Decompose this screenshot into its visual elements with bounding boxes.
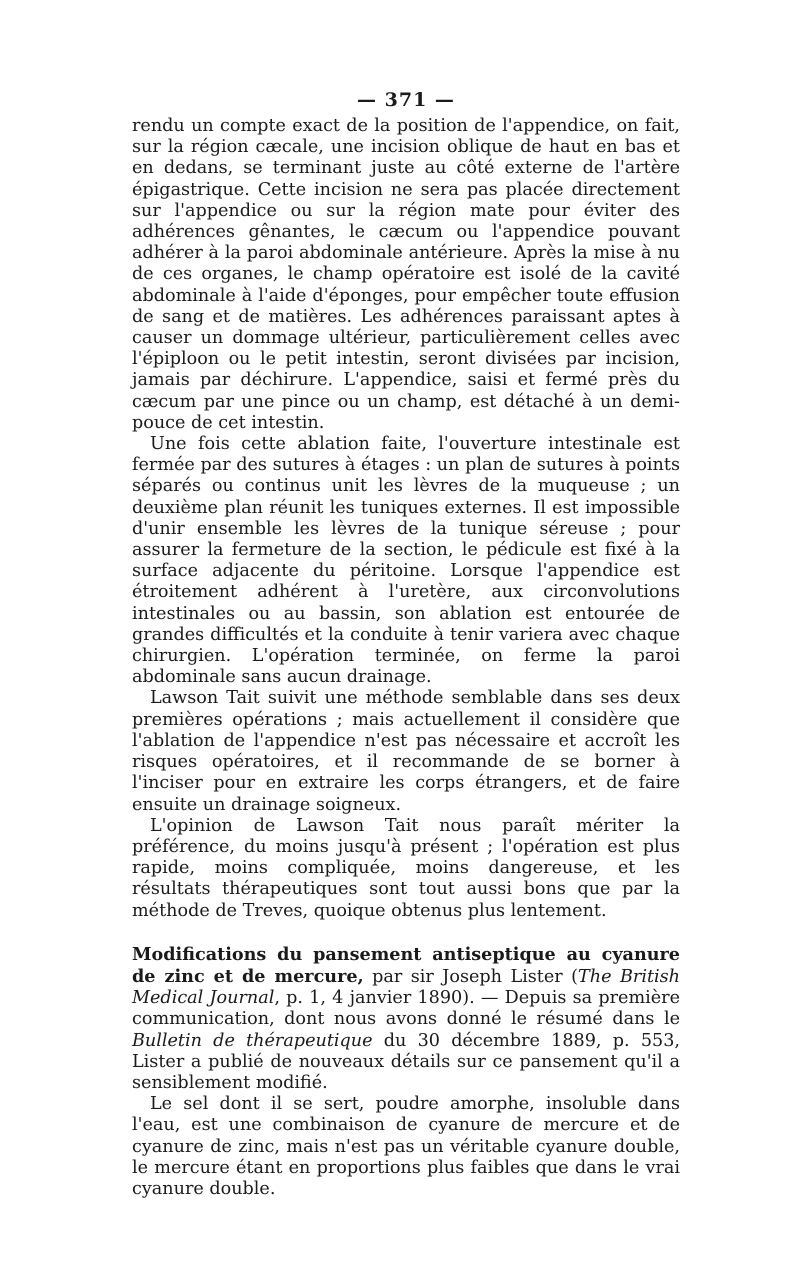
section-cyanide-dressing: [132, 944, 680, 1200]
section-citation: , p. 1, 4 janvier 1890). — Depuis sa première communication, dont nous avons donné le résumé dans le: [132, 988, 680, 1030]
book-page: [132, 88, 680, 1200]
journal-title: The British Medical Journal: [132, 966, 681, 1009]
page-number: — 371 —: [357, 89, 455, 111]
bulletin-title: Bulletin de thérapeutique: [132, 1030, 373, 1051]
section-citation-rest: du 30 décembre 1889, p. 553, Lister a publié de nouveaux détails sur ce pansement qu'il a sensiblement modifié.: [132, 1030, 680, 1093]
paragraph-lawson-tait-method: Lawson Tait suivit une méthode semblable dans ses deux premières opérations ; mais actuellement il considère que l'ablation de l'appendice n'est pas nécessaire et accroît les risques opératoires, et il recommande de se borner à l'inciser pour en extraire les corps étrangers, et de faire ensuite un drainage soigneux.: [132, 688, 680, 815]
paragraph-lawson-tait-opinion: L'opinion de Lawson Tait nous paraît mériter la préférence, du moins jusqu'à présent ; l'opération est plus rapide, moins compliquée, moins dangereuse, et les résultats thérapeutiques sont tout aussi bons que par la méthode de Treves, quoique obtenus plus lentement.: [132, 815, 680, 921]
section-byline: par sir Joseph Lister (: [363, 966, 579, 987]
paragraph-appendix-incision: rendu un compte exact de la position de l'appendice, on fait, sur la région cæcale, une incision oblique de haut en bas et en dedans, se terminant juste au côté externe de l'artère épigastrique. Cette incision ne sera pas placée directement sur l'appendice ou sur la région mate pour éviter des adhérences gênantes, le cæcum ou l'appendice pouvant adhérer à la paroi abdominale antérieure. Après la mise à nu de ces organes, le champ opératoire est isolé de la cavité abdominale à l'aide d'éponges, pour empêcher toute effusion de sang et de matières. Les adhérences paraissant aptes à causer un dommage ultérieur, particulièrement celles avec l'épiploon ou le petit intestin, seront divisées par incision, jamais par déchirure. L'appendice, saisi et fermé près du cæcum par une pince ou un champ, est détaché à un demi-pouce de cet intestin.: [132, 116, 680, 433]
paragraph-cyanide-salt: Le sel dont il se sert, poudre amorphe, insoluble dans l'eau, est une combinaison de cyanure de mercure et de cyanure de zinc, mais n'est pas un véritable cyanure double, le mercure étant en proportions plus faibles que dans le vrai cyanure double.: [132, 1094, 680, 1199]
section-intro-paragraph: [132, 944, 680, 1094]
paragraph-sutures: Une fois cette ablation faite, l'ouverture intestinale est fermée par des sutures à étages : un plan de sutures à points séparés ou continus unit les lèvres de la muqueuse ; un deuxième plan réunit les tuniques externes. Il est impossible d'unir ensemble les lèvres de la tunique séreuse ; pour assurer la fermeture de la section, le pédicule est fixé à la surface adjacente du péritoine. Lorsque l'appendice est étroitement adhérent à l'uretère, aux circonvolutions intestinales ou au bassin, son ablation est entourée de grandes difficultés et la conduite à tenir variera avec chaque chirurgien. L'opération terminée, on ferme la paroi abdominale sans aucun drainage.: [132, 434, 680, 688]
section-heading: Modifications du pansement antiseptique au cyanure de zinc et de mercure,: [132, 943, 680, 987]
